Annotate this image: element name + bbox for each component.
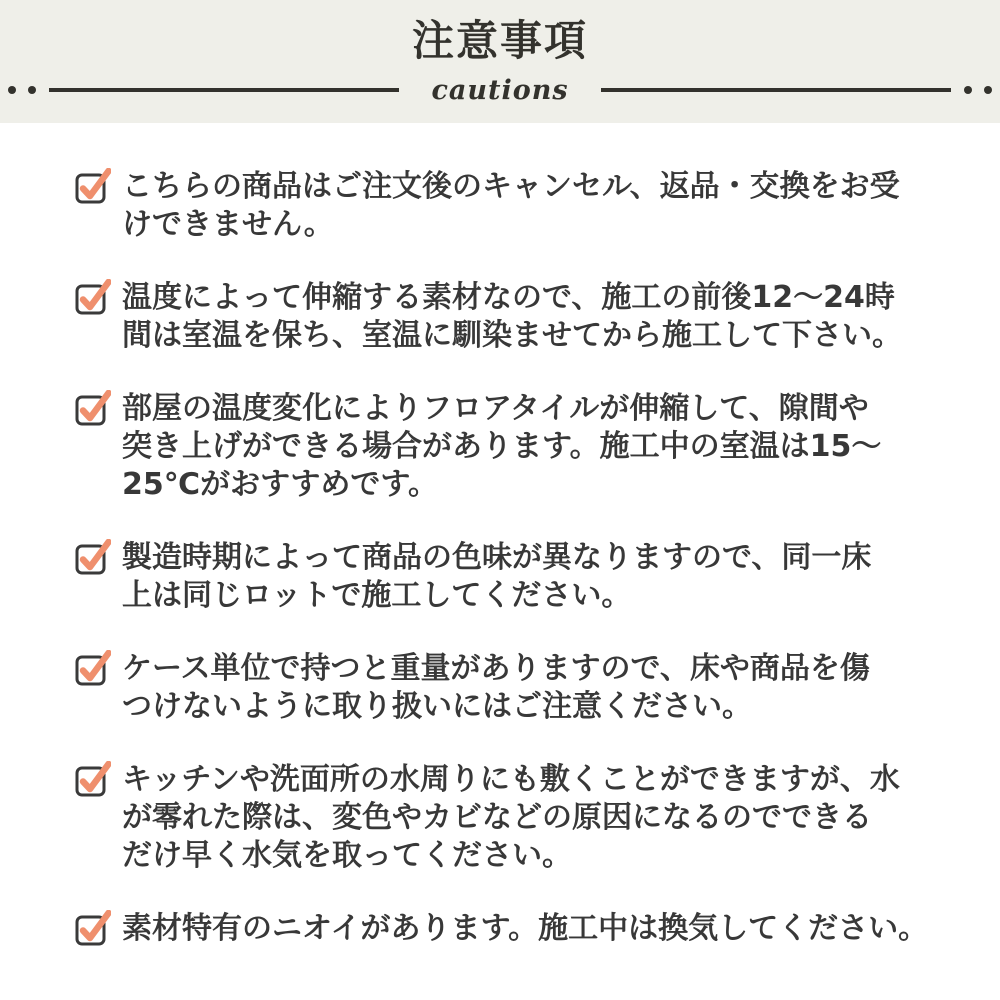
divider-dot [984, 86, 992, 94]
caution-text [122, 650, 870, 726]
page-subtitle: cautions [431, 74, 569, 106]
caution-item [75, 650, 960, 726]
page-title: 注意事項 [411, 16, 588, 65]
caution-line: 素材特有のニオイがあります。施工中は換気してください。 [122, 911, 929, 946]
checkbox-checked-icon [75, 650, 111, 686]
caution-text [122, 168, 900, 244]
caution-line: 間は室温を保ち、室温に馴染ませてから施工して下さい。 [122, 318, 902, 353]
caution-line: キッチンや洗面所の水周りにも敷くことができますが、水 [122, 762, 900, 797]
divider-dot [28, 86, 36, 94]
checkbox-checked-icon [75, 279, 111, 315]
caution-item [75, 279, 960, 355]
caution-text [122, 539, 871, 615]
caution-item [75, 539, 960, 615]
header [0, 0, 1000, 123]
caution-line: が零れた際は、変色やカビなどの原因になるのでできる [122, 800, 872, 835]
checkbox-checked-icon [75, 761, 111, 797]
caution-line: だけ早く水気を取ってください。 [122, 838, 572, 873]
caution-line: 温度によって伸縮する素材なので、施工の前後12〜24時 [122, 280, 895, 315]
caution-text [122, 910, 928, 948]
checkbox-checked-icon [75, 168, 111, 204]
caution-line: けできません。 [122, 207, 334, 242]
caution-text [122, 761, 900, 875]
caution-line: 25℃がおすすめです。 [122, 467, 438, 502]
divider-line [601, 88, 951, 92]
divider-line [49, 88, 399, 92]
checkbox-checked-icon [75, 539, 111, 575]
caution-line: ケース単位で持つと重量がありますので、床や商品を傷 [122, 651, 870, 686]
divider-dot [964, 86, 972, 94]
cautions-list [0, 123, 1000, 948]
caution-item [75, 390, 960, 504]
caution-line: 部屋の温度変化によりフロアタイルが伸縮して、隙間や [122, 391, 869, 426]
header-divider [0, 73, 1000, 107]
caution-item [75, 910, 960, 948]
caution-line: つけないように取り扱いにはご注意ください。 [122, 689, 752, 724]
caution-line: 製造時期によって商品の色味が異なりますので、同一床 [122, 540, 872, 575]
caution-line: 突き上げができる場合があります。施工中の室温は15〜 [122, 429, 882, 464]
caution-line: こちらの商品はご注文後のキャンセル、返品・交換をお受 [122, 169, 900, 204]
caution-text [122, 279, 902, 355]
caution-text [122, 390, 881, 504]
caution-line: 上は同じロットで施工してください。 [122, 578, 632, 613]
checkbox-checked-icon [75, 390, 111, 426]
checkbox-checked-icon [75, 910, 111, 946]
divider-dot [8, 86, 16, 94]
caution-item [75, 761, 960, 875]
caution-item [75, 168, 960, 244]
